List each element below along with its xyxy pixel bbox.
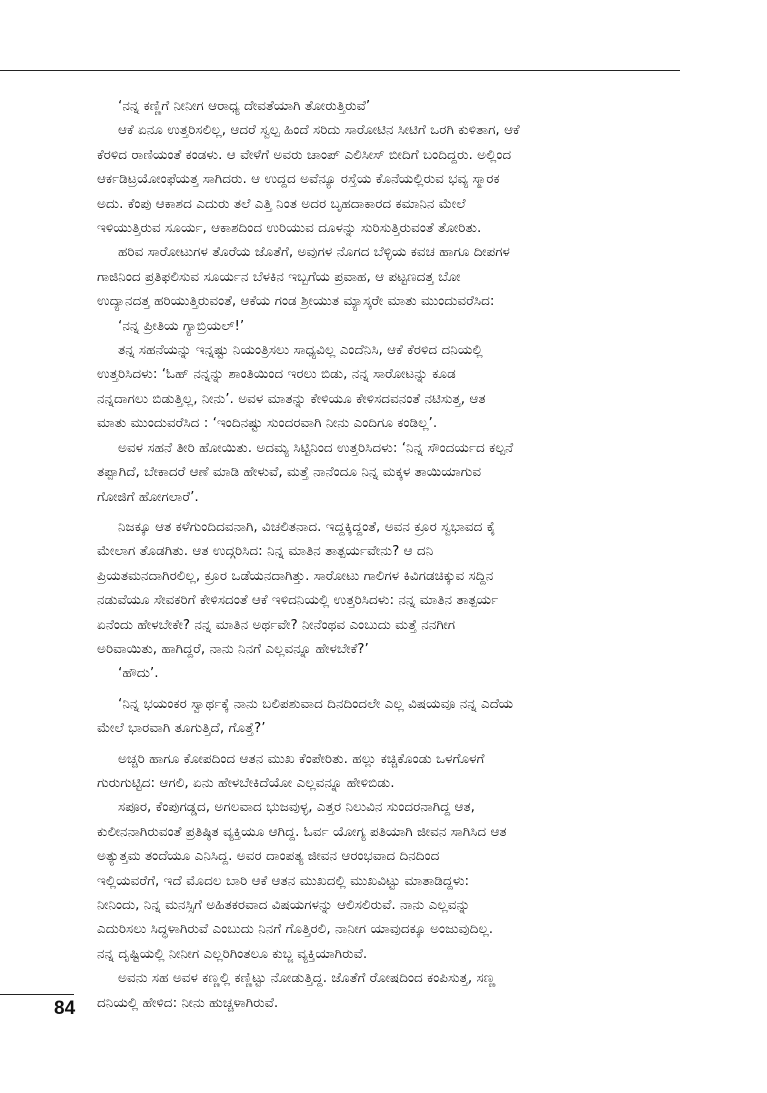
text-line: ಪ್ರಿಯತಮನದಾಗಿರಲಿಲ್ಲ, ಕ್ರೂರ ಒಡೆಯನದಾಗಿತ್ತು. ಸಾರೋಟು ಗಾಲಿಗಳ ಕಿವಿಗಡಚಿಕ್ಕುವ ಸದ್ದಿನ (97, 567, 494, 584)
text-line: ಇಳಿಯುತ್ತಿರುವ ಸೂರ್ಯ, ಆಕಾಶದಿಂದ ಉರಿಯುವ ದೂಳನ್ನು ಸುರಿಸುತ್ತಿರುವಂತೆ ತೋರಿತು. (97, 220, 482, 237)
paragraph (97, 515, 673, 661)
text-line: ನನ್ನ ದೃಷ್ಟಿಯಲ್ಲಿ ನೀನೀಗ ಎಲ್ಲರಿಗಿಂತಲೂ ಕುಬ್ಜ ವ್ಯಕ್ತಿಯಾಗಿರುವೆ. (97, 945, 368, 962)
page-footer (0, 994, 80, 1019)
page-number: 84 (54, 998, 76, 1019)
text-line: ಮಾತು ಮುಂದುವರೆಸಿದ : ‘ಇಂದಿನಷ್ಟು ಸುಂದರವಾಗಿ ನೀನು ಎಂದಿಗೂ ಕಂಡಿಲ್ಲ’. (97, 415, 438, 432)
text-line: ಏನೆಂದು ಹೇಳಬೇಕೇ? ನನ್ನ ಮಾತಿನ ಅರ್ಥವೇ? ನೀನೆಂಥವ ಎಂಬುದು ಮತ್ತೆ ನನಗೀಗ (97, 616, 456, 633)
text-line: ಕೆರಳಿದ ರಾಣಿಯಂತೆ ಕಂಡಳು. ಆ ವೇಳೆಗೆ ಅವರು ಚಾಂಪ್ ಎಲಿಸೀಸ್ ಬೀದಿಗೆ ಬಂದಿದ್ದರು. ಅಲ್ಲಿಂದ (97, 146, 512, 163)
text-line: ಆಕೆ ಏನೂ ಉತ್ತರಿಸಲಿಲ್ಲ, ಆದರೆ ಸ್ವಲ್ಪ ಹಿಂದೆ ಸರಿದು ಸಾರೋಟಿನ ಸೀಟಿಗೆ ಒರಗಿ ಕುಳಿತಾಗ, ಆಕೆ (118, 122, 520, 139)
paragraph (97, 240, 673, 313)
text-line: ಉದ್ಯಾನದತ್ತ ಹರಿಯುತ್ತಿರುವಂತೆ, ಆಕೆಯ ಗಂಡ ಶ್ರೀಯುತ ಮ್ಯಾಸ್ಕರೇ ಮಾತು ಮುಂದುವರೆಸಿದ: (97, 293, 495, 310)
text-line: ದನಿಯಲ್ಲಿ ಹೇಳಿದ: ನೀನು ಹುಚ್ಚಳಾಗಿರುವೆ. (97, 994, 279, 1011)
text-line: ‘ಹೌದು’. (118, 665, 159, 682)
paragraph (97, 118, 673, 240)
text-line: ಅರಿವಾಯಿತು, ಹಾಗಿದ್ದರೆ, ನಾನು ನಿನಗೆ ಎಲ್ಲವನ್ನೂ ಹೇಳಬೇಕೆ?’ (97, 640, 369, 657)
text-line: ಗಾಜಿನಿಂದ ಪ್ರತಿಫಲಿಸುವ ಸೂರ್ಯನ ಬೆಳಕಿನ ಇಬ್ಬಗೆಯ ಪ್ರವಾಹ, ಆ ಪಟ್ಟಣದತ್ತ ಬೋ (97, 268, 461, 285)
paragraph (97, 747, 673, 796)
paragraph (97, 692, 673, 741)
page-body (97, 94, 673, 1015)
text-line: ನನ್ನದಾಗಲು ಬಿಡುತ್ತಿಲ್ಲ, ನೀನು’. ಅವಳ ಮಾತನ್ನು ಕೇಳಿಯೂ ಕೇಳಿಸದವನಂತೆ ನಟಿಸುತ್ತ, ಆತ (97, 390, 486, 407)
paragraph (97, 436, 673, 509)
text-line: ಮೇಲಾಗ ತೊಡಗಿತು. ಆತ ಉದ್ಗರಿಸಿದ: ನಿನ್ನ ಮಾತಿನ ತಾತ್ಪರ್ಯವೇನು? ಆ ದನಿ (97, 543, 434, 560)
paragraph (97, 795, 673, 966)
text-line: ‘ನಿನ್ನ ಭಯಂಕರ ಸ್ವಾರ್ಥಕ್ಕೆ ನಾನು ಬಲಿಪಶುವಾದ ದಿನದಿಂದಲೇ ಎಲ್ಲ ವಿಷಯವೂ ನನ್ನ ಎದೆಯ (118, 695, 514, 712)
text-line: ಅವಳ ಸಹನೆ ತೀರಿ ಹೋಯಿತು. ಅದಮ್ಯ ಸಿಟ್ಟಿನಿಂದ ಉತ್ತರಿಸಿದಳು: ‘ನಿನ್ನ ಸೌಂದರ್ಯದ ಕಲ್ಪನೆ (118, 439, 514, 456)
paragraph (118, 661, 673, 685)
text-line: ಮೇಲೆ ಭಾರವಾಗಿ ತೂಗುತ್ತಿದೆ, ಗೊತ್ತೆ?’ (97, 720, 266, 737)
footer-rule (0, 994, 74, 995)
text-line: ತನ್ನ ಸಹನೆಯನ್ನು ಇನ್ನಷ್ಟು ನಿಯಂತ್ರಿಸಲು ಸಾಧ್ಯವಿಲ್ಲ ಎಂದೆನಿಸಿ, ಆಕೆ ಕೆರಳಿದ ದನಿಯಲ್ಲಿ (118, 342, 483, 359)
paragraph (97, 338, 673, 436)
text-line: ಅವನು ಸಹ ಅವಳ ಕಣ್ಣಲ್ಲಿ ಕಣ್ಣಿಟ್ಟು ನೋಡುತ್ತಿದ್ದ. ಜೊತೆಗೆ ರೋಷದಿಂದ ಕಂಪಿಸುತ್ತ, ಸಣ್ಣ (118, 970, 496, 987)
text-line: ನಿಜಕ್ಕೂ ಆತ ಕಳೆಗುಂದಿದವನಾಗಿ, ವಿಚಲಿತನಾದ. ಇದ್ದಕ್ಕಿದ್ದಂತೆ, ಅವನ ಕ್ರೂರ ಸ್ವಭಾವದ ಕೈ (118, 518, 496, 535)
top-rule (0, 70, 680, 71)
paragraph (97, 966, 673, 1015)
text-line: ನಡುವೆಯೂ ಸೇವಕರಿಗೆ ಕೇಳಿಸದಂತೆ ಆಕೆ ಇಳಿದನಿಯಲ್ಲಿ ಉತ್ತರಿಸಿದಳು: ನನ್ನ ಮಾತಿನ ತಾತ್ಪರ್ಯ (97, 592, 499, 609)
text-line: ಉತ್ತರಿಸಿದಳು: ‘ಓಹ್ ನನ್ನನ್ನು ಶಾಂತಿಯಿಂದ ಇರಲು ಬಿಡು, ನನ್ನ ಸಾರೋಟನ್ನು ಕೂಡ (97, 366, 456, 383)
text-line: ಗುರುಗುಟ್ಟಿದ: ಆಗಲಿ, ಏನು ಹೇಳಬೇಕಿದೆಯೋ ಎಲ್ಲವನ್ನೂ ಹೇಳಿಬಿಡು. (97, 774, 395, 791)
text-line: ಕುಲೀನನಾಗಿರುವಂತೆ ಪ್ರತಿಷ್ಠಿತ ವ್ಯಕ್ತಿಯೂ ಆಗಿದ್ದ. ಓರ್ವ ಯೋಗ್ಯ ಪತಿಯಾಗಿ ಜೀವನ ಸಾಗಿಸಿದ ಆತ (97, 823, 507, 840)
text-line: ಗೋಜಿಗೆ ಹೋಗಲಾರೆ’. (97, 488, 199, 505)
text-line: ‘ನನ್ನ ಕಣ್ಣಿಗೆ ನೀನೀಗ ಆರಾಧ್ಯ ದೇವತೆಯಾಗಿ ತೋರುತ್ತಿರುವೆ’ (118, 98, 371, 114)
text-line: ಅಚ್ಚರಿ ಹಾಗೂ ಕೋಪದಿಂದ ಆತನ ಮುಖ ಕೆಂಪೇರಿತು. ಹಲ್ಲು ಕಚ್ಚಿಕೊಂಡು ಒಳಗೊಳಗೆ (118, 750, 485, 767)
text-line: ಆರ್ಕಡಿಟ್ರಯೋಂಫೆಯತ್ತ ಸಾಗಿದರು. ಆ ಉದ್ದದ ಅವೆನ್ಯೂ ರಸ್ತೆಯ ಕೊನೆಯಲ್ಲಿರುವ ಭವ್ಯ ಸ್ಮಾರಕ (97, 171, 500, 188)
text-line: ನೀನಿಂದು, ನಿನ್ನ ಮನಸ್ಸಿಗೆ ಅಹಿತಕರವಾದ ವಿಷಯಗಳನ್ನು ಆಲಿಸಲಿರುವೆ. ನಾನು ಎಲ್ಲವನ್ನು (97, 897, 471, 913)
text-line: ಇಲ್ಲಿಯವರೆಗೆ, ಇದೆ ಮೊದಲ ಬಾರಿ ಆಕೆ ಆತನ ಮುಖದಲ್ಲಿ ಮುಖವಿಟ್ಟು ಮಾತಾಡಿದ್ದಳು: (97, 872, 470, 889)
text-line: ಅದು. ಕೆಂಪು ಆಕಾಶದ ಎದುರು ತಲೆ ಎತ್ತಿ ನಿಂತ ಅದರ ಬೃಹದಾಕಾರದ ಕಮಾನಿನ ಮೇಲೆ (97, 195, 466, 212)
paragraph (118, 314, 673, 338)
text-line: ‘ನನ್ನ ಪ್ರೀತಿಯ ಗ್ಯಾಬ್ರಿಯಲ್!’ (118, 317, 245, 334)
text-line: ಹರಿವ ಸಾರೋಟುಗಳ ತೊರೆಯ ಜೊತೆಗೆ, ಅವುಗಳ ನೊಗದ ಬೆಳ್ಳಿಯ ಕವಚ ಹಾಗೂ ದೀಪಗಳ (118, 244, 510, 261)
text-line: ಅತ್ಯುತ್ತಮ ತಂದೆಯೂ ಎನಿಸಿದ್ದ. ಅವರ ದಾಂಪತ್ಯ ಜೀವನ ಆರಂಭವಾದ ದಿನದಿಂದ (97, 848, 440, 865)
text-line: ಎದುರಿಸಲು ಸಿದ್ಧಳಾಗಿರುವೆ ಎಂಬುದು ನಿನಗೆ ಗೊತ್ತಿರಲಿ, ನಾನೀಗ ಯಾವುದಕ್ಕೂ ಅಂಜುವುದಿಲ್ಲ. (97, 921, 494, 938)
paragraph (118, 94, 673, 118)
text-line: ಸಪೂರ, ಕೆಂಪುಗಡ್ಡದ, ಅಗಲವಾದ ಭುಜವುಳ್ಳ, ಎತ್ತರ ನಿಲುವಿನ ಸುಂದರನಾಗಿದ್ದ ಆತ, (118, 799, 475, 816)
text-line: ತಪ್ಪಾಗಿದೆ, ಬೇಕಾದರೆ ಆಣೆ ಮಾಡಿ ಹೇಳುವೆ, ಮತ್ತೆ ನಾನೆಂದೂ ನಿನ್ನ ಮಕ್ಕಳ ತಾಯಿಯಾಗುವ (97, 464, 482, 481)
